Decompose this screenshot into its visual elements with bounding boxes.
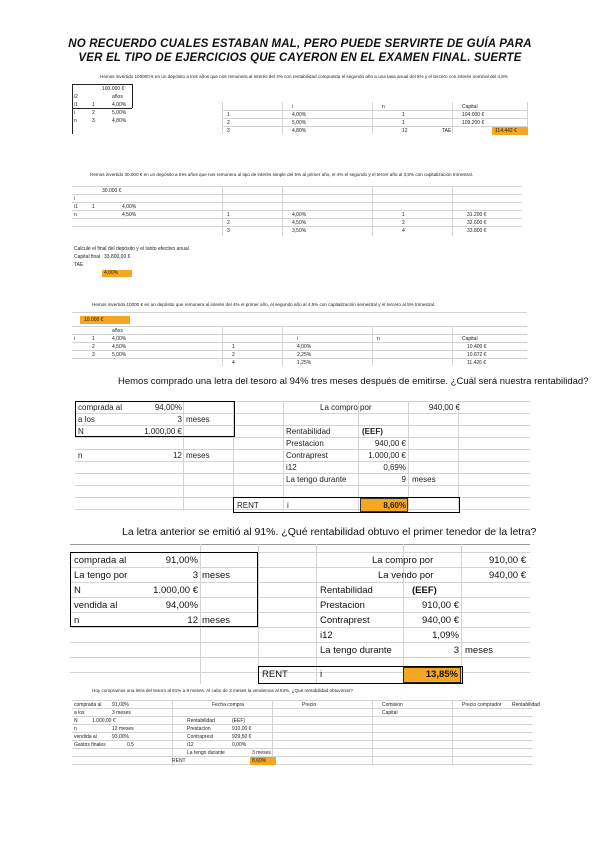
label: Rentabilidad bbox=[286, 427, 331, 436]
label: La tengo por bbox=[74, 570, 128, 581]
unit: meses bbox=[202, 615, 230, 626]
value: 3 bbox=[177, 415, 182, 424]
unit: meses bbox=[465, 645, 493, 656]
cell: 2 bbox=[227, 120, 230, 126]
label: La tengo durante bbox=[286, 475, 347, 484]
label: n bbox=[78, 451, 83, 460]
cell: 4 bbox=[232, 360, 235, 366]
cell: 3 bbox=[227, 128, 230, 134]
spreadsheet-6 bbox=[72, 688, 540, 768]
value: 91,00% bbox=[165, 555, 198, 566]
cell: Capital final bbox=[74, 254, 101, 260]
cell: 4,50% bbox=[292, 220, 307, 226]
cell: 31.200 € bbox=[467, 212, 487, 218]
cell: vendida al bbox=[74, 734, 97, 740]
value: 1,09% bbox=[432, 630, 459, 641]
label: comprada al bbox=[74, 555, 127, 566]
label: La compro por bbox=[372, 555, 434, 566]
cell: Precio bbox=[302, 702, 317, 708]
cell: 4,00% bbox=[297, 344, 312, 350]
cell: 1 bbox=[227, 112, 230, 118]
cell: 4,00% bbox=[122, 204, 137, 210]
cell: 33.800 € bbox=[467, 228, 487, 234]
cell: 1 bbox=[232, 344, 235, 350]
cell: 12 meses bbox=[112, 726, 134, 732]
cell: TAE bbox=[74, 262, 84, 268]
cell: 91,00% bbox=[112, 702, 129, 708]
label: La vendo por bbox=[378, 570, 434, 581]
cell: 0,5 bbox=[127, 742, 134, 748]
cell: n bbox=[382, 104, 385, 110]
cell: i bbox=[74, 110, 76, 116]
cell: 3 bbox=[92, 352, 95, 358]
cell: 8,60% bbox=[252, 758, 267, 764]
cell: 4,00% bbox=[112, 102, 127, 108]
cell: 1 bbox=[227, 212, 230, 218]
cell: i1 bbox=[74, 102, 78, 108]
unit: meses bbox=[186, 415, 210, 424]
cell: i bbox=[74, 336, 76, 342]
value: 9 bbox=[401, 475, 406, 484]
value: 12 bbox=[173, 451, 182, 460]
cell: 104.000 € bbox=[462, 112, 485, 118]
cell: 1,25% bbox=[297, 360, 312, 366]
cell: Contraprest bbox=[187, 734, 214, 740]
cell: Calcule el final del depósito y el tanto efectivo anual bbox=[74, 246, 189, 252]
spreadsheet-6-intro: Hoy compramos una letra del tesoro al 91% a 9 meses. Al cabo de 3 meses la vendemos al 93%. ¿Qué rentabilidad obtuvimos? bbox=[92, 688, 353, 693]
cell: 10.872 € bbox=[467, 352, 487, 358]
label: a los bbox=[78, 415, 95, 424]
value: 94,00% bbox=[165, 600, 198, 611]
cell: i bbox=[74, 196, 76, 202]
document-heading-line-2: VER EL TIPO DE EJERCICIOS QUE CAYERON EN EL EXAMEN FINAL. SUERTE bbox=[78, 52, 522, 64]
unit: meses bbox=[202, 570, 230, 581]
cell: 109.200 € bbox=[462, 120, 485, 126]
unit: meses bbox=[186, 451, 210, 460]
letra-rentabilidad-section bbox=[0, 374, 600, 514]
label: i12 bbox=[286, 463, 297, 472]
cell: TAE bbox=[442, 128, 452, 134]
label: Contraprest bbox=[320, 615, 370, 626]
section-title: Hemos comprado una letra del tesoro al 94% tres meses después de emitirse. ¿Cuál será nuestra rentabilidad? bbox=[118, 376, 589, 387]
label: vendida al bbox=[74, 600, 118, 611]
cell: 4,00% bbox=[292, 112, 307, 118]
value: 12 bbox=[187, 615, 198, 626]
label: comprada al bbox=[78, 403, 123, 412]
cell: Capital bbox=[462, 336, 478, 342]
cell: 5,00% bbox=[292, 120, 307, 126]
cell: Prestacion bbox=[187, 726, 211, 732]
label: Prestacion bbox=[320, 600, 365, 611]
cell: Precio comprador bbox=[462, 702, 502, 708]
cell: 929,50 € bbox=[232, 734, 252, 740]
cell: 1 bbox=[402, 212, 405, 218]
cell: n bbox=[74, 726, 77, 732]
cell: 5,00% bbox=[112, 352, 127, 358]
cell: años bbox=[112, 94, 123, 100]
cell: 4,00% bbox=[112, 336, 127, 342]
cell: 3 meses bbox=[252, 750, 271, 756]
cell: a los bbox=[74, 710, 85, 716]
value: 1.000,00 € bbox=[144, 427, 182, 436]
cell: i bbox=[292, 104, 294, 110]
label: N bbox=[78, 427, 84, 436]
value: 940,00 € bbox=[374, 439, 406, 448]
cell: Rentabilidad bbox=[187, 718, 215, 724]
cell: 4,00% bbox=[104, 270, 119, 276]
cell: comprada al bbox=[74, 702, 102, 708]
cell: 5,00% bbox=[112, 110, 127, 116]
cell: 4,80% bbox=[112, 118, 127, 124]
spreadsheet-1 bbox=[72, 72, 532, 142]
cell: 4,80% bbox=[292, 128, 307, 134]
label: i12 bbox=[320, 630, 333, 641]
cell: 4,50% bbox=[122, 212, 137, 218]
cell: RENT bbox=[172, 758, 186, 764]
cell: Comision bbox=[382, 702, 403, 708]
cell: 2 bbox=[92, 344, 95, 350]
cell: 33.800,00 € bbox=[104, 254, 131, 260]
label: Prestacion bbox=[286, 439, 324, 448]
cell: Rentabilidad bbox=[512, 702, 540, 708]
cell: 3,50% bbox=[292, 228, 307, 234]
cell: n bbox=[377, 336, 380, 342]
cell: 3 bbox=[92, 118, 95, 124]
label: RENT bbox=[237, 501, 259, 510]
value: 940,00 € bbox=[422, 615, 459, 626]
spreadsheet-3 bbox=[72, 298, 532, 368]
value: 910,00 € bbox=[489, 555, 526, 566]
cell: 10.000 € bbox=[84, 317, 104, 323]
cell: 4,00% bbox=[292, 212, 307, 218]
cell: n bbox=[74, 212, 77, 218]
cell: La tengo durante bbox=[187, 750, 225, 756]
document-heading-line-1: NO RECUERDO CUALES ESTABAN MAL, PERO PUEDE SERVIRTE DE GUÍA PARA bbox=[68, 38, 532, 50]
cell: 114.442 € bbox=[495, 128, 517, 134]
cell: años bbox=[112, 328, 123, 334]
label: RENT bbox=[262, 669, 288, 680]
cell: i bbox=[297, 336, 299, 342]
cell: 2 bbox=[402, 220, 405, 226]
cell: 2 bbox=[92, 110, 95, 116]
result: 8,60% bbox=[383, 501, 406, 510]
cell: 1 bbox=[92, 204, 95, 210]
value: 3 bbox=[453, 645, 459, 656]
cell: N bbox=[74, 718, 78, 724]
cell: 1.000,00 € bbox=[92, 718, 116, 724]
tag: (EEF) bbox=[412, 585, 437, 596]
cell: 0,00% bbox=[232, 742, 247, 748]
cell: 1 bbox=[92, 102, 95, 108]
spreadsheet-2-intro: Hemos invertido 30.000 € en un depósito a tres años que nos remunera al tipo de interés simple del 5% al primer año, el 4% el segundo y el tercer año al 3,5% con capitalización trimestral. bbox=[90, 172, 474, 177]
cell: 100.000 € bbox=[102, 86, 125, 92]
label: i bbox=[320, 669, 323, 680]
cell: 1 bbox=[402, 112, 405, 118]
spreadsheet-2 bbox=[72, 168, 532, 283]
cell: 2 bbox=[232, 352, 235, 358]
tag: (EEF) bbox=[362, 427, 383, 436]
label: n bbox=[74, 615, 80, 626]
label: Contraprest bbox=[286, 451, 328, 460]
cell: Capital bbox=[462, 104, 478, 110]
value: 94,00% bbox=[154, 403, 182, 412]
cell: 1 bbox=[92, 336, 95, 342]
cell: Gastos finales bbox=[74, 742, 106, 748]
result: 13,85% bbox=[425, 669, 458, 680]
cell: 1 bbox=[402, 120, 405, 126]
spreadsheet-1-intro: Hemos invertido 100000 € en un depósito a tres años que nos remunera al interés del 4% con rentabilidad compuesta el segundo año a una tasa anual del 5% y el tercero con interés nominal del 4,8% bbox=[100, 74, 508, 79]
cell: 3 bbox=[227, 228, 230, 234]
cell: 4 bbox=[402, 228, 405, 234]
cell: 11.426 € bbox=[467, 360, 487, 366]
cell: 2,25% bbox=[297, 352, 312, 358]
cell: 32.600 € bbox=[467, 220, 487, 226]
cell: (EEF) bbox=[232, 718, 246, 724]
cell: 10.400 € bbox=[467, 344, 487, 350]
unit: meses bbox=[412, 475, 436, 484]
spreadsheet-3-intro: Hemos invertido 10000 € en un depósito que remunera al interés del 4% el primer año, el segundo año al 4,5% con capitalización semestral y el tercero al 5% trimestral. bbox=[92, 302, 436, 307]
label: i bbox=[287, 501, 289, 510]
cell: 12 bbox=[402, 128, 408, 134]
section-title: La letra anterior se emitió al 91%. ¿Qué rentabilidad obtuvo el primer tenedor de la letra? bbox=[122, 526, 537, 538]
cell: 3 meses bbox=[112, 710, 131, 716]
value: 910,00 € bbox=[422, 600, 459, 611]
value: 1.000,00 € bbox=[368, 451, 406, 460]
cell: Capital bbox=[382, 710, 398, 716]
value: 940,00 € bbox=[489, 570, 526, 581]
value: 0,69% bbox=[383, 463, 406, 472]
cell: 910,00 € bbox=[232, 726, 252, 732]
primer-tenedor-section bbox=[0, 520, 600, 685]
label: La tengo durante bbox=[320, 645, 392, 656]
cell: i1 bbox=[74, 204, 78, 210]
label: N bbox=[74, 585, 81, 596]
cell: i12 bbox=[187, 742, 194, 748]
cell: 30.000 € bbox=[102, 188, 122, 194]
label: Rentabilidad bbox=[320, 585, 373, 596]
label: La compro por bbox=[320, 403, 372, 412]
cell: 2 bbox=[227, 220, 230, 226]
cell: i2 bbox=[74, 94, 78, 100]
value: 940,00 € bbox=[428, 403, 460, 412]
value: 3 bbox=[192, 570, 198, 581]
value: 1.000,00 € bbox=[153, 585, 198, 596]
cell: 93,00% bbox=[112, 734, 129, 740]
cell: Fecha compra bbox=[212, 702, 244, 708]
cell: 4,50% bbox=[112, 344, 127, 350]
cell: n bbox=[74, 118, 77, 124]
